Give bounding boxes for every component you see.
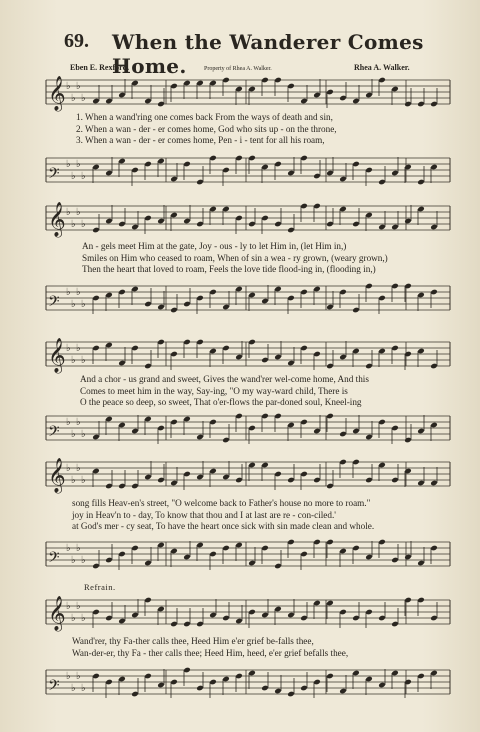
flat-icon: ♭ (71, 613, 76, 624)
flat-icon: ♭ (66, 671, 71, 682)
lyrics-system-5 (72, 636, 472, 659)
flat-icon: ♭ (66, 601, 71, 612)
bass-clef-icon: 𝄢 (48, 423, 60, 444)
author-credit: Eben E. Rexford. (70, 63, 130, 72)
treble-clef-icon: 𝄞 (48, 202, 66, 237)
composer-credit: Rhea A. Walker. (354, 63, 410, 72)
treble-staff-3 (46, 336, 450, 376)
flat-icon: ♭ (66, 417, 71, 428)
flat-icon: ♭ (71, 683, 76, 694)
bass-clef-icon: 𝄢 (48, 549, 60, 570)
flat-icon: ♭ (66, 159, 71, 170)
flat-icon: ♭ (71, 355, 76, 366)
treble-clef-icon: 𝄞 (48, 338, 66, 373)
flat-icon: ♭ (81, 475, 86, 486)
treble-staff-2 (46, 200, 450, 240)
flat-icon: ♭ (71, 219, 76, 230)
flat-icon: ♭ (66, 81, 71, 92)
bass-staff-4 (46, 536, 450, 576)
flat-icon: ♭ (66, 207, 71, 218)
lyric-line: An - gels meet Him at the gate, Joy - ous - ly to let Him in, (let Him in,) (82, 241, 347, 251)
flat-icon: ♭ (76, 601, 81, 612)
flat-icon: ♭ (71, 93, 76, 104)
flat-icon: ♭ (81, 299, 86, 310)
bass-staff-3 (46, 410, 450, 450)
lyric-line: O the peace so deep, so sweet, That o'er-flows the par-doned soul, Kneel-ing (80, 397, 362, 407)
flat-icon: ♭ (76, 671, 81, 682)
treble-staff-4 (46, 456, 450, 496)
hymn-title: When the Wanderer Comes Home. (112, 30, 424, 78)
lyrics-system-4 (72, 498, 472, 533)
bass-staff-1 (46, 152, 450, 192)
flat-icon: ♭ (66, 287, 71, 298)
treble-clef-icon: 𝄞 (48, 76, 66, 111)
flat-icon: ♭ (76, 417, 81, 428)
flat-icon: ♭ (71, 171, 76, 182)
flat-icon: ♭ (66, 343, 71, 354)
hymn-number: 69. (64, 30, 89, 52)
bass-staff-5 (46, 664, 450, 704)
flat-icon: ♭ (76, 463, 81, 474)
bass-clef-icon: 𝄢 (48, 293, 60, 314)
lyrics-system-2 (82, 241, 480, 276)
flat-icon: ♭ (76, 543, 81, 554)
lyric-line: joy in Heav'n to - day, To know that thou and I at last are re - con-ciled.' (72, 509, 336, 520)
treble-clef-icon: 𝄞 (48, 458, 66, 493)
flat-icon: ♭ (81, 171, 86, 182)
flat-icon: ♭ (81, 683, 86, 694)
refrain-label: Refrain. (84, 582, 116, 592)
treble-staff-5 (46, 594, 450, 634)
lyric-line: song fills Heav-en's street, "O welcome back to Father's house no more to roam." (72, 498, 371, 508)
lyric-line: Smiles on Him who ceased to roam, When of sin a wea - ry grown, (weary grown,) (82, 252, 388, 263)
flat-icon: ♭ (76, 159, 81, 170)
lyric-line: 2. When a wan - der - er comes home, God who sits up - on the throne, (76, 123, 337, 134)
flat-icon: ♭ (76, 343, 81, 354)
lyric-line: Then the heart that loved to roam, Feels the love tide flood-ing in, (flooding in,) (82, 264, 376, 274)
bass-clef-icon: 𝄢 (48, 165, 60, 186)
lyric-line: 3. When a wan - der - er comes home, Pen - i - tent for all his roam, (76, 135, 325, 145)
lyric-line: 1. When a wand'ring one comes back From the ways of death and sin, (76, 112, 333, 122)
treble-clef-icon: 𝄞 (48, 596, 66, 631)
lyric-line: And a chor - us grand and sweet, Gives the wand'rer wel-come home, And this (80, 374, 369, 384)
flat-icon: ♭ (76, 287, 81, 298)
lyrics-system-3 (80, 374, 480, 409)
flat-icon: ♭ (71, 475, 76, 486)
flat-icon: ♭ (71, 429, 76, 440)
bass-staff-2 (46, 280, 450, 320)
lyric-line: Comes to meet him in the way, Say-ing, "O my way-ward child, There is (80, 385, 348, 396)
flat-icon: ♭ (81, 429, 86, 440)
treble-staff-1 (46, 74, 450, 114)
flat-icon: ♭ (81, 355, 86, 366)
lyrics-system-1 (76, 112, 476, 147)
flat-icon: ♭ (71, 299, 76, 310)
flat-icon: ♭ (81, 219, 86, 230)
lyric-line: Wand'rer, thy Fa-ther calls thee, Heed Him e'er grief be-falls thee, (72, 636, 314, 646)
flat-icon: ♭ (81, 555, 86, 566)
flat-icon: ♭ (81, 93, 86, 104)
property-credit: Property of Rhea A. Walker. (204, 66, 272, 72)
flat-icon: ♭ (66, 463, 71, 474)
flat-icon: ♭ (66, 543, 71, 554)
bass-clef-icon: 𝄢 (48, 677, 60, 698)
flat-icon: ♭ (76, 207, 81, 218)
flat-icon: ♭ (71, 555, 76, 566)
lyric-line: at God's mer - cy seat, To have the heart once sick with sin made clean and whole. (72, 521, 375, 531)
flat-icon: ♭ (76, 81, 81, 92)
flat-icon: ♭ (81, 613, 86, 624)
lyric-line: Wan-der-er, thy Fa - ther calls thee; Heed Him, heed, e'er grief befalls thee, (72, 647, 349, 658)
